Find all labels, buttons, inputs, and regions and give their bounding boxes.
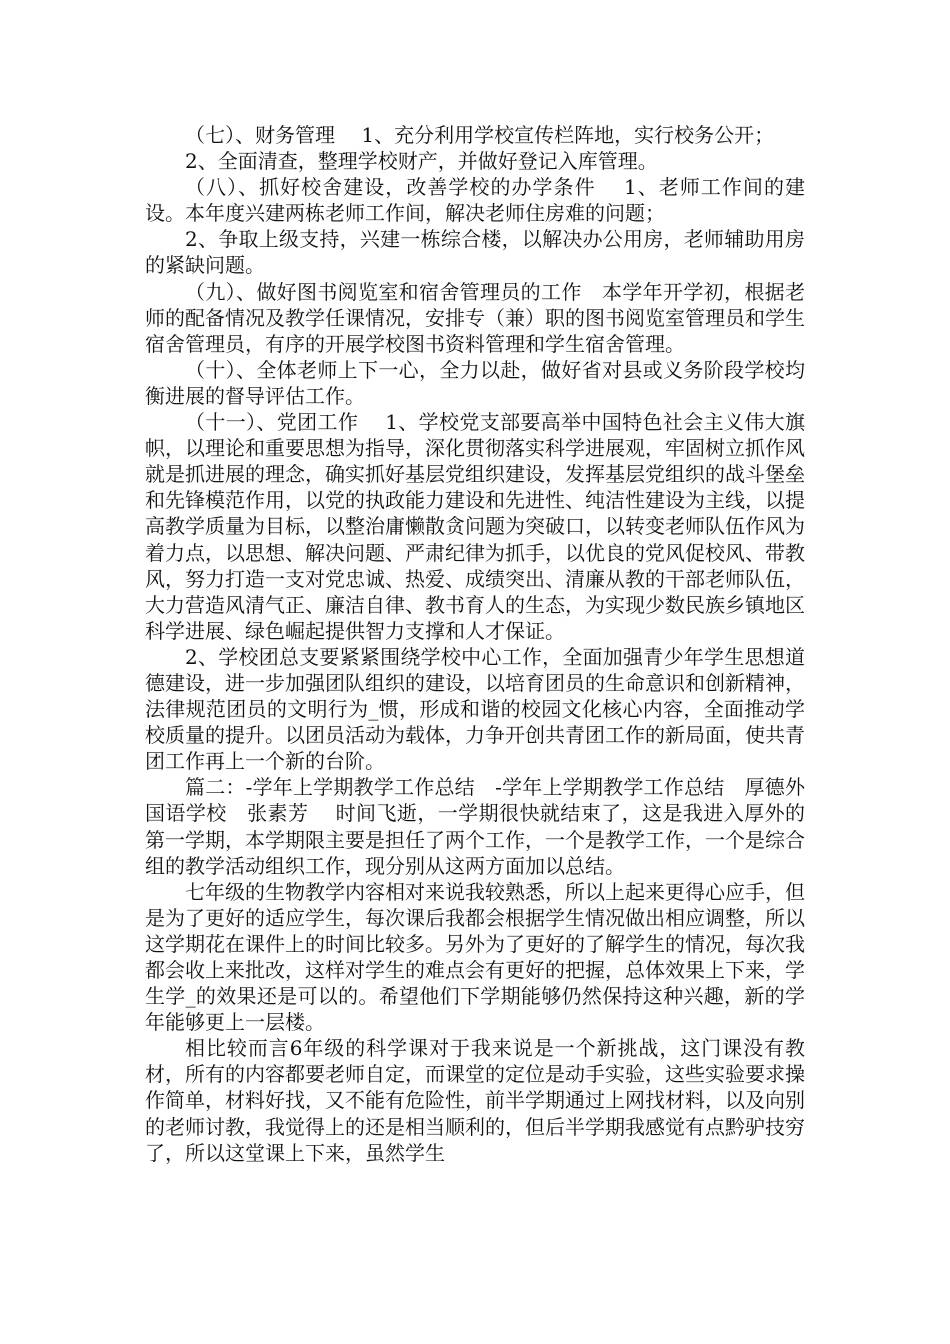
paragraph-balanced-evaluation: （十）、全体老师上下一心，全力以赴，做好省对县或义务阶段学校均衡进展的督导评估工作。 [145,357,805,408]
paragraph-property-inventory: 2、全面清查，整理学校财产，并做好登记入库管理。 [185,149,658,174]
document-body [145,122,805,1166]
paragraph-finance-management: （七）、财务管理 1、充分利用学校宣传栏阵地，实行校务公开； [185,123,775,147]
paragraph-library-dormitory: （九）、做好图书阅览室和宿舍管理员的工作 本学年开学初，根据老师的配备情况及教学任课情况，安排专（兼）职的图书阅览室管理员和学生宿舍管理员，有序的开展学校图书资料管理和学生宿舍管理。 [145,279,805,356]
paragraph-youth-league: 2、学校团总支要紧紧围绕学校中心工作，全面加强青少年学生思想道德建设，进一步加强团队组织的建设，以培育团员的生命意识和创新精神，法律规范团员的文明行为_惯，形成和谐的校园文化核心内容，全面推动学校质量的提升。以团员活动为载体，力争开创共青团工作的新局面，使共青团工作再上一个新的台阶。 [145,644,805,774]
paragraph-complex-building: 2、争取上级支持，兴建一栋综合楼，以解决办公用房，老师辅助用房的紧缺问题。 [145,227,805,278]
paragraph-chapter-two-intro: 篇二：-学年上学期教学工作总结 -学年上学期教学工作总结 厚德外国语学校 张素芳 时间飞逝，一学期很快就结束了，这是我进入厚外的第一学期，本学期限主要是担任了两个工作，一个是教学工作，一个是综合组的教学活动组织工作，现分别从这两方面加以总结。 [145,775,805,878]
paragraph-party-work: （十一）、党团工作 1、学校党支部要高举中国特色社会主义伟大旗帜，以理论和重要思想为指导，深化贯彻落实科学进展观，牢固树立抓作风就是抓进展的理念，确实抓好基层党组织建设，发挥基层党组织的战斗堡垒和先锋模范作用，以党的执政能力建设和先进性、纯洁性建设为主线，以提高教学质量为目标，以整治庸懒散贪问题为突破口，以转变老师队伍作风为着力点，以思想、解决问题、严肃纪律为抓手，以优良的党风促校风、带教风，努力打造一支对党忠诚、热爱、成绩突出、清廉从教的干部老师队伍，大力营造风清气正、廉洁自律、教书育人的生态，为实现少数民族乡镇地区科学进展、绿色崛起提供智力支撑和人才保证。 [145,410,805,643]
paragraph-science-class: 相比较而言6年级的科学课对于我来说是一个新挑战，这门课没有教材，所有的内容都要老师自定，而课堂的定位是动手实验，这些实验要求操作简单，材料好找，又不能有危险性，前半学期通过上网找材料，以及向别的老师讨教，我觉得上的还是相当顺利的，但后半学期我感觉有点黔驴技穷了，所以这堂课上下来，虽然学生 [145,1036,805,1165]
paragraph-biology-teaching: 七年级的生物教学内容相对来说我较熟悉，所以上起来更得心应手，但是为了更好的适应学生，每次课后我都会根据学生情况做出相应调整，所以这学期花在课件上的时间比较多。另外为了更好的了解学生的情况，每次我都会收上来批改，这样对学生的难点会有更好的把握，总体效果上下来，学生学_的效果还是可以的。希望他们下学期能够仍然保持这种兴趣，新的学年能够更上一层楼。 [145,879,805,1035]
paragraph-school-building: （八）、抓好校舍建设，改善学校的办学条件 1、老师工作间的建设。本年度兴建两栋老师工作间，解决老师住房难的问题； [145,175,805,226]
